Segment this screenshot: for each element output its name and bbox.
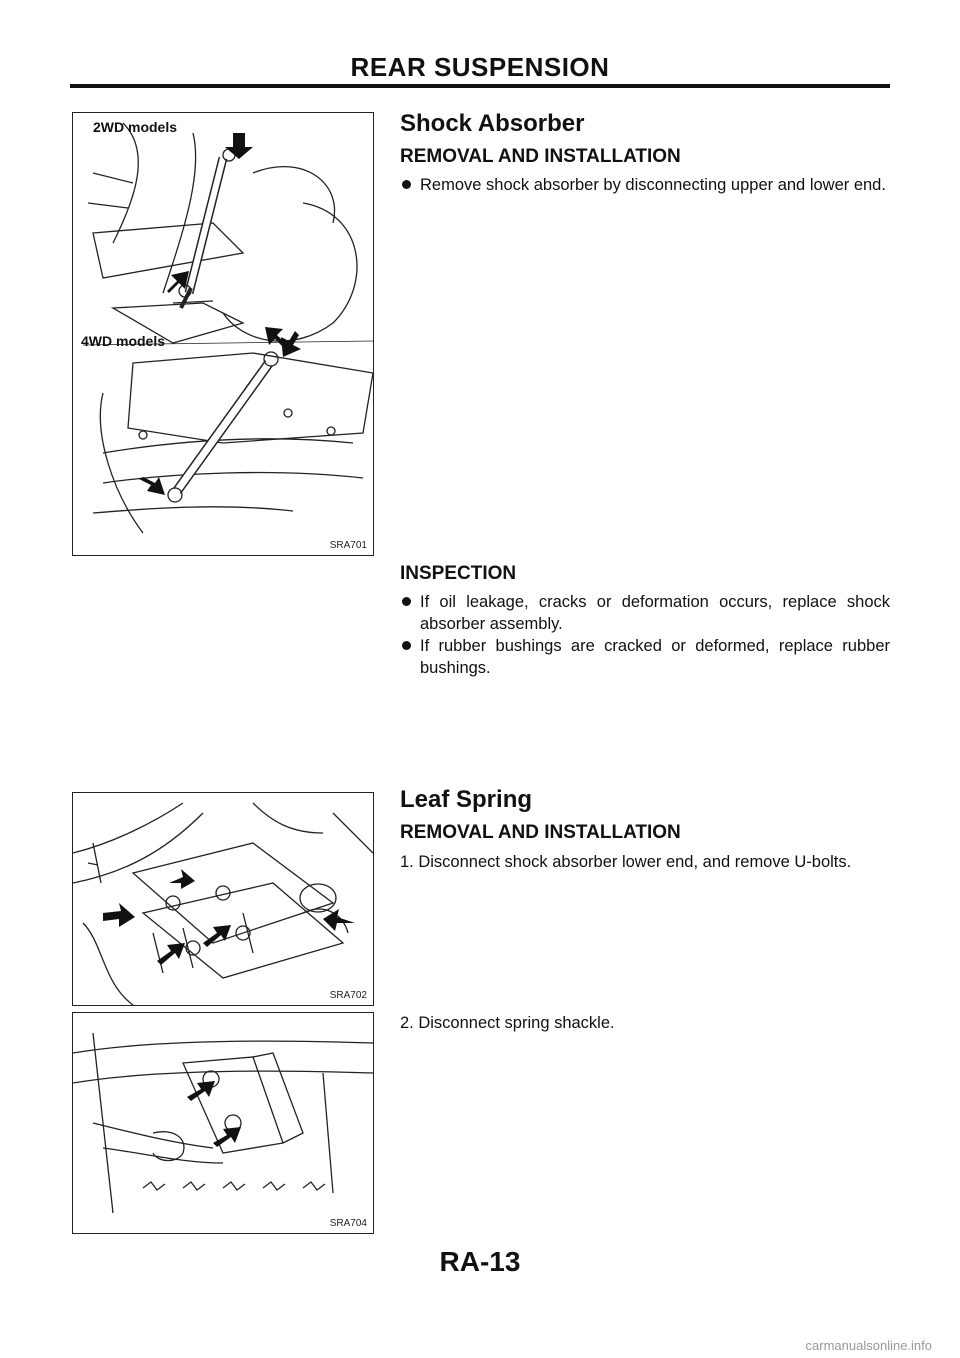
subsection-removal (400, 822, 890, 844)
leaf-spring-illustration (73, 793, 373, 1005)
step-item (400, 851, 890, 873)
page-number: RA-13 (439, 1246, 521, 1277)
bullet-icon (402, 597, 411, 606)
list-item-text: Remove shock absorber by disconnecting upper and lower end. (420, 176, 886, 194)
step-item (400, 1012, 890, 1034)
bullet-icon (402, 641, 411, 650)
subsection-inspection (400, 563, 890, 585)
list-item (400, 635, 890, 679)
figure-label-2wd: 2WD models (93, 119, 178, 135)
figure-leaf-spring-ubolts (72, 792, 374, 1006)
figure-spring-shackle (72, 1012, 374, 1234)
removal-list (400, 174, 890, 196)
bullet-icon (402, 180, 411, 189)
subsection-heading: INSPECTION (400, 563, 517, 584)
page-header: REAR SUSPENSION (350, 52, 610, 82)
figure-shock-absorber (72, 112, 374, 556)
subsection-heading: REMOVAL AND INSTALLATION (400, 822, 681, 843)
figure-code: SRA704 (329, 1218, 367, 1229)
list-item (400, 591, 890, 635)
section-shock-absorber (400, 110, 890, 138)
section-leaf-spring (400, 786, 890, 814)
step-text: 2. Disconnect spring shackle. (400, 1014, 615, 1032)
section-title: Leaf Spring (400, 786, 533, 813)
header-rule (70, 84, 890, 88)
watermark: carmanualsonline.info (805, 1338, 932, 1353)
figure-code: SRA701 (329, 540, 367, 551)
subsection-heading: REMOVAL AND INSTALLATION (400, 146, 681, 167)
section-title: Shock Absorber (400, 110, 585, 137)
inspection-list (400, 591, 890, 679)
step-text: 1. Disconnect shock absorber lower end, and remove U-bolts. (400, 853, 852, 871)
list-item-text: If rubber bushings are cracked or deformed, replace rubber bushings. (420, 637, 890, 677)
figure-code: SRA702 (329, 990, 367, 1001)
figure-label-4wd: 4WD models (81, 333, 166, 349)
spring-shackle-illustration (73, 1013, 373, 1233)
subsection-removal (400, 146, 890, 168)
list-item-text: If oil leakage, cracks or deformation occurs, replace shock absorber assembly. (420, 593, 890, 633)
list-item (400, 174, 890, 196)
